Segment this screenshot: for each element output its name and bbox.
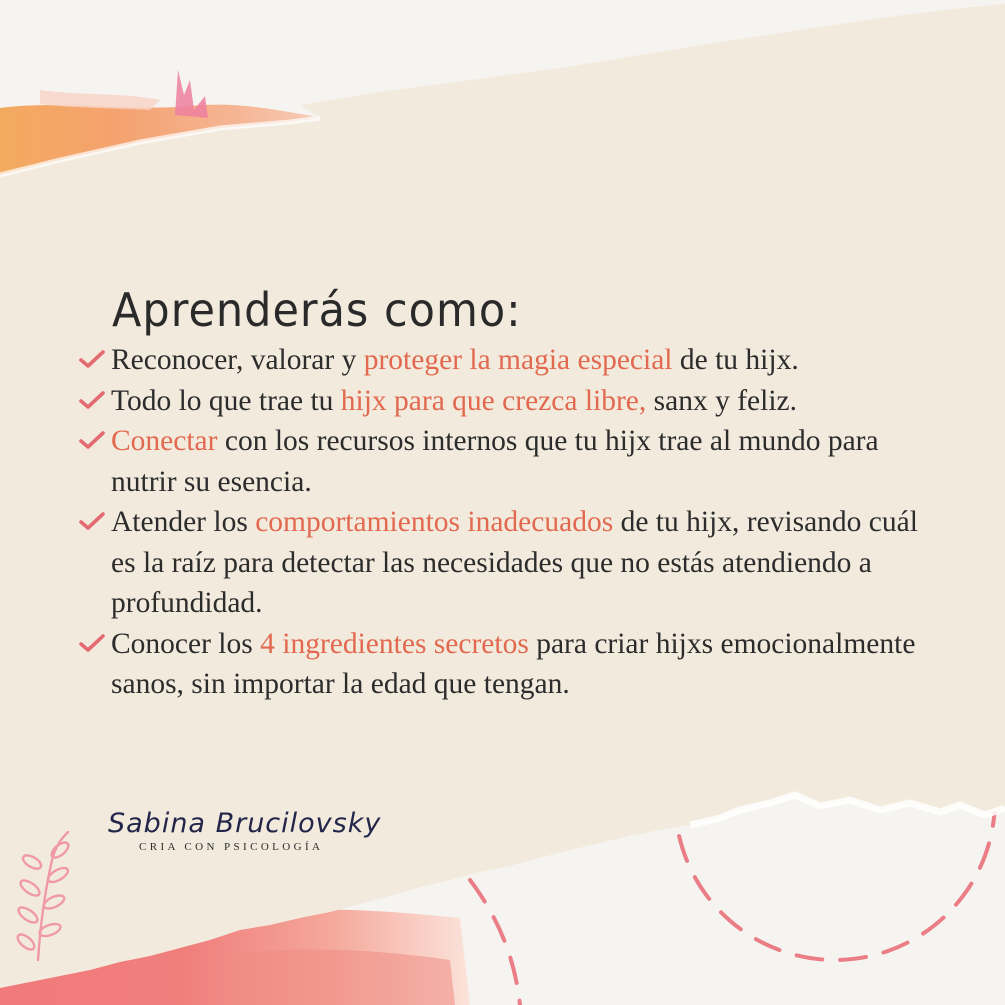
item-highlight: 4 ingredientes secretos	[260, 627, 529, 660]
check-icon	[78, 429, 106, 451]
item-text: Todo lo que trae tu	[111, 384, 341, 417]
item-text: Conocer los	[111, 627, 261, 660]
item-highlight: Conectar	[111, 425, 218, 457]
item-text: sanx y feliz.	[646, 384, 797, 417]
brand-name: Sabina Brucilovsky	[108, 808, 382, 839]
item-highlight: hijx para que crezca libre,	[340, 384, 647, 417]
check-icon	[78, 348, 106, 370]
item-highlight: proteger la magia especial	[363, 344, 673, 376]
item-text: de tu hijx, revisando cuál es la raíz para detectar las necesidades que no estás atendiendo a profundidad.	[111, 506, 918, 619]
brand-signature	[108, 808, 381, 853]
check-icon	[78, 389, 106, 411]
check-icon	[78, 632, 106, 654]
list-item	[78, 340, 938, 381]
item-text: con los recursos internos que tu hijx trae al mundo para nutrir su esencia.	[111, 425, 879, 498]
page-title: Aprenderás como:	[112, 284, 522, 338]
list-item	[78, 421, 938, 502]
item-text: Atender los	[111, 506, 256, 538]
list-item	[78, 624, 938, 705]
list-item	[78, 381, 938, 422]
check-icon	[78, 510, 106, 532]
list-item	[78, 502, 938, 624]
item-text: Reconocer, valorar y	[111, 344, 364, 376]
brand-tagline: CRIA CON PSICOLOGÍA	[139, 841, 324, 853]
item-text: para criar hijxs emocionalmente sanos, sin importar la edad que tengan.	[111, 627, 916, 700]
item-highlight: comportamientos inadecuados	[255, 506, 614, 538]
item-text: de tu hijx.	[672, 344, 799, 376]
checklist	[78, 340, 938, 705]
